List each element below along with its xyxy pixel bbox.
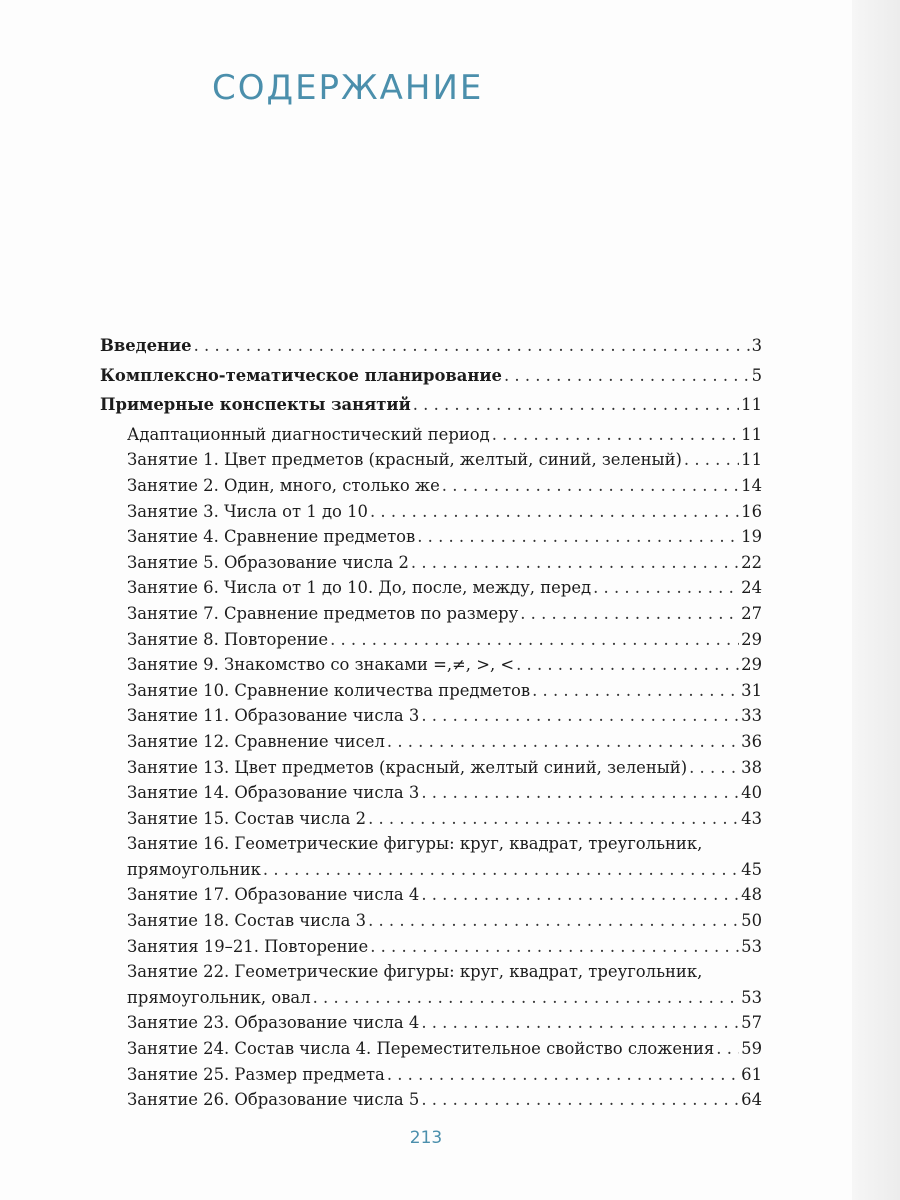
table-of-contents: [100, 333, 762, 1113]
toc-entry-label: Занятие 22. Геометрические фигуры: круг, квадрат, треугольник,: [127, 962, 703, 982]
toc-page-number: 24: [741, 578, 762, 598]
toc-entry-label: Занятие 8. Повторение: [127, 629, 329, 649]
toc-entry-label: Занятие 11. Образование числа 3: [127, 706, 420, 726]
toc-entry-label: Занятие 4. Сравнение предметов: [127, 527, 416, 547]
toc-page-number: 27: [741, 603, 762, 623]
toc-entry-label: Занятие 16. Геометрические фигуры: круг, квадрат, треугольник,: [127, 834, 703, 854]
toc-entry-continuation[interactable]: [100, 857, 762, 883]
toc-entry[interactable]: [100, 601, 762, 627]
toc-section[interactable]: [100, 333, 762, 359]
leader-dots: [492, 422, 739, 448]
leader-dots: [368, 806, 739, 832]
toc-entry[interactable]: [100, 780, 762, 806]
toc-page-number: 16: [741, 501, 762, 521]
leader-dots: [532, 678, 739, 704]
leader-dots: [413, 392, 739, 418]
toc-page-number: 33: [741, 706, 762, 726]
page-number-footer: 213: [409, 1128, 443, 1148]
leader-dots: [421, 703, 739, 729]
leader-dots: [370, 499, 739, 525]
toc-entry[interactable]: [100, 652, 762, 678]
leader-dots: [516, 652, 739, 678]
toc-entry[interactable]: [100, 499, 762, 525]
leader-dots: [330, 627, 739, 653]
toc-entry[interactable]: [100, 755, 762, 781]
toc-entry[interactable]: [100, 959, 762, 985]
leader-dots: [368, 908, 739, 934]
toc-page-number: 11: [741, 395, 762, 415]
leader-dots: [421, 882, 739, 908]
toc-page-number: 36: [741, 731, 762, 751]
leader-dots: [387, 729, 739, 755]
toc-entry[interactable]: [100, 627, 762, 653]
toc-entry[interactable]: [100, 524, 762, 550]
toc-entry[interactable]: [100, 882, 762, 908]
toc-entry[interactable]: [100, 908, 762, 934]
toc-entry-label: Занятие 18. Состав числа 3: [127, 911, 367, 931]
toc-entry[interactable]: [100, 1010, 762, 1036]
toc-entry[interactable]: [100, 831, 762, 857]
toc-entry[interactable]: [100, 422, 762, 448]
toc-entry[interactable]: [100, 806, 762, 832]
toc-entry[interactable]: [100, 575, 762, 601]
toc-entry-label: Занятие 17. Образование числа 4: [127, 885, 420, 905]
toc-entry-label: прямоугольник, овал: [127, 987, 311, 1007]
toc-entry-label: прямоугольник: [127, 859, 261, 879]
toc-entry-label: Занятие 25. Размер предмета: [127, 1064, 385, 1084]
toc-page-number: 5: [751, 365, 762, 385]
toc-entry[interactable]: [100, 934, 762, 960]
page-edge: [852, 0, 900, 1200]
toc-entry-label: Занятие 14. Образование числа 3: [127, 783, 420, 803]
toc-page-number: 29: [741, 655, 762, 675]
leader-dots: [421, 780, 739, 806]
leader-dots: [421, 1010, 739, 1036]
toc-section-label: Примерные конспекты занятий: [100, 395, 411, 415]
leader-dots: [593, 575, 739, 601]
page-title: СОДЕРЖАНИЕ: [212, 68, 484, 108]
toc-entry-label: Занятие 10. Сравнение количества предметов: [127, 680, 531, 700]
toc-entry[interactable]: [100, 473, 762, 499]
leader-dots: [504, 363, 750, 389]
leader-dots: [263, 857, 739, 883]
toc-entry[interactable]: [100, 550, 762, 576]
toc-section-label: Комплексно-тематическое планирование: [100, 365, 502, 385]
leader-dots: [411, 550, 739, 576]
toc-entry-label: Занятие 2. Один, много, столько же: [127, 475, 440, 495]
toc-entry-label: Занятие 3. Числа от 1 до 10: [127, 501, 368, 521]
toc-entry-label: Занятие 9. Знакомство со знаками =,≠, >, <: [127, 655, 515, 675]
toc-page-number: 11: [741, 450, 762, 470]
toc-page-number: 64: [741, 1090, 762, 1110]
toc-entry[interactable]: [100, 1062, 762, 1088]
toc-page-number: 61: [741, 1064, 762, 1084]
toc-entry-label: Занятие 26. Образование числа 5: [127, 1090, 420, 1110]
toc-page-number: 45: [741, 859, 762, 879]
toc-entry-label: Занятие 23. Образование числа 4: [127, 1013, 420, 1033]
toc-entry[interactable]: [100, 678, 762, 704]
toc-page-number: 50: [741, 911, 762, 931]
toc-section[interactable]: [100, 392, 762, 418]
leader-dots: [194, 333, 750, 359]
leader-dots: [684, 447, 739, 473]
toc-page-number: 31: [741, 680, 762, 700]
toc-page-number: 38: [741, 757, 762, 777]
toc-page-number: 19: [741, 527, 762, 547]
leader-dots: [520, 601, 739, 627]
toc-entry[interactable]: [100, 1087, 762, 1113]
toc-page-number: 29: [741, 629, 762, 649]
toc-page-number: 40: [741, 783, 762, 803]
toc-page-number: 11: [741, 424, 762, 444]
toc-entry-label: Занятие 1. Цвет предметов (красный, желтый, синий, зеленый): [127, 450, 682, 470]
toc-entry-label: Занятие 15. Состав числа 2: [127, 808, 367, 828]
toc-entry-label: Занятия 19–21. Повторение: [127, 936, 369, 956]
toc-entry[interactable]: [100, 447, 762, 473]
toc-entry-label: Занятие 7. Сравнение предметов по размеру: [127, 603, 519, 623]
leader-dots: [417, 524, 739, 550]
toc-entry[interactable]: [100, 729, 762, 755]
toc-entry-label: Адаптационный диагностический период: [127, 424, 490, 444]
toc-entry-label: Занятие 13. Цвет предметов (красный, желтый синий, зеленый): [127, 757, 688, 777]
toc-page-number: 48: [741, 885, 762, 905]
toc-page-number: 57: [741, 1013, 762, 1033]
leader-dots: [689, 755, 739, 781]
leader-dots: [716, 1036, 739, 1062]
toc-entry-label: Занятие 5. Образование числа 2: [127, 552, 409, 572]
toc-page-number: 53: [741, 936, 762, 956]
leader-dots: [421, 1087, 739, 1113]
toc-entry-label: Занятие 24. Состав числа 4. Переместительное свойство сложения: [127, 1039, 715, 1059]
leader-dots: [370, 934, 739, 960]
toc-page-number: 14: [741, 475, 762, 495]
toc-entry[interactable]: [100, 703, 762, 729]
toc-entry-continuation[interactable]: [100, 985, 762, 1011]
toc-entry[interactable]: [100, 1036, 762, 1062]
toc-page-number: 43: [741, 808, 762, 828]
toc-section[interactable]: [100, 363, 762, 389]
leader-dots: [387, 1062, 739, 1088]
toc-section-label: Введение: [100, 336, 192, 355]
leader-dots: [313, 985, 740, 1011]
leader-dots: [442, 473, 739, 499]
toc-page-number: 53: [741, 987, 762, 1007]
toc-entry-label: Занятие 6. Числа от 1 до 10. До, после, между, перед: [127, 578, 592, 598]
toc-entry-label: Занятие 12. Сравнение чисел: [127, 731, 385, 751]
toc-page-number: 59: [741, 1039, 762, 1059]
toc-page-number: 3: [751, 336, 762, 355]
toc-page-number: 22: [741, 552, 762, 572]
